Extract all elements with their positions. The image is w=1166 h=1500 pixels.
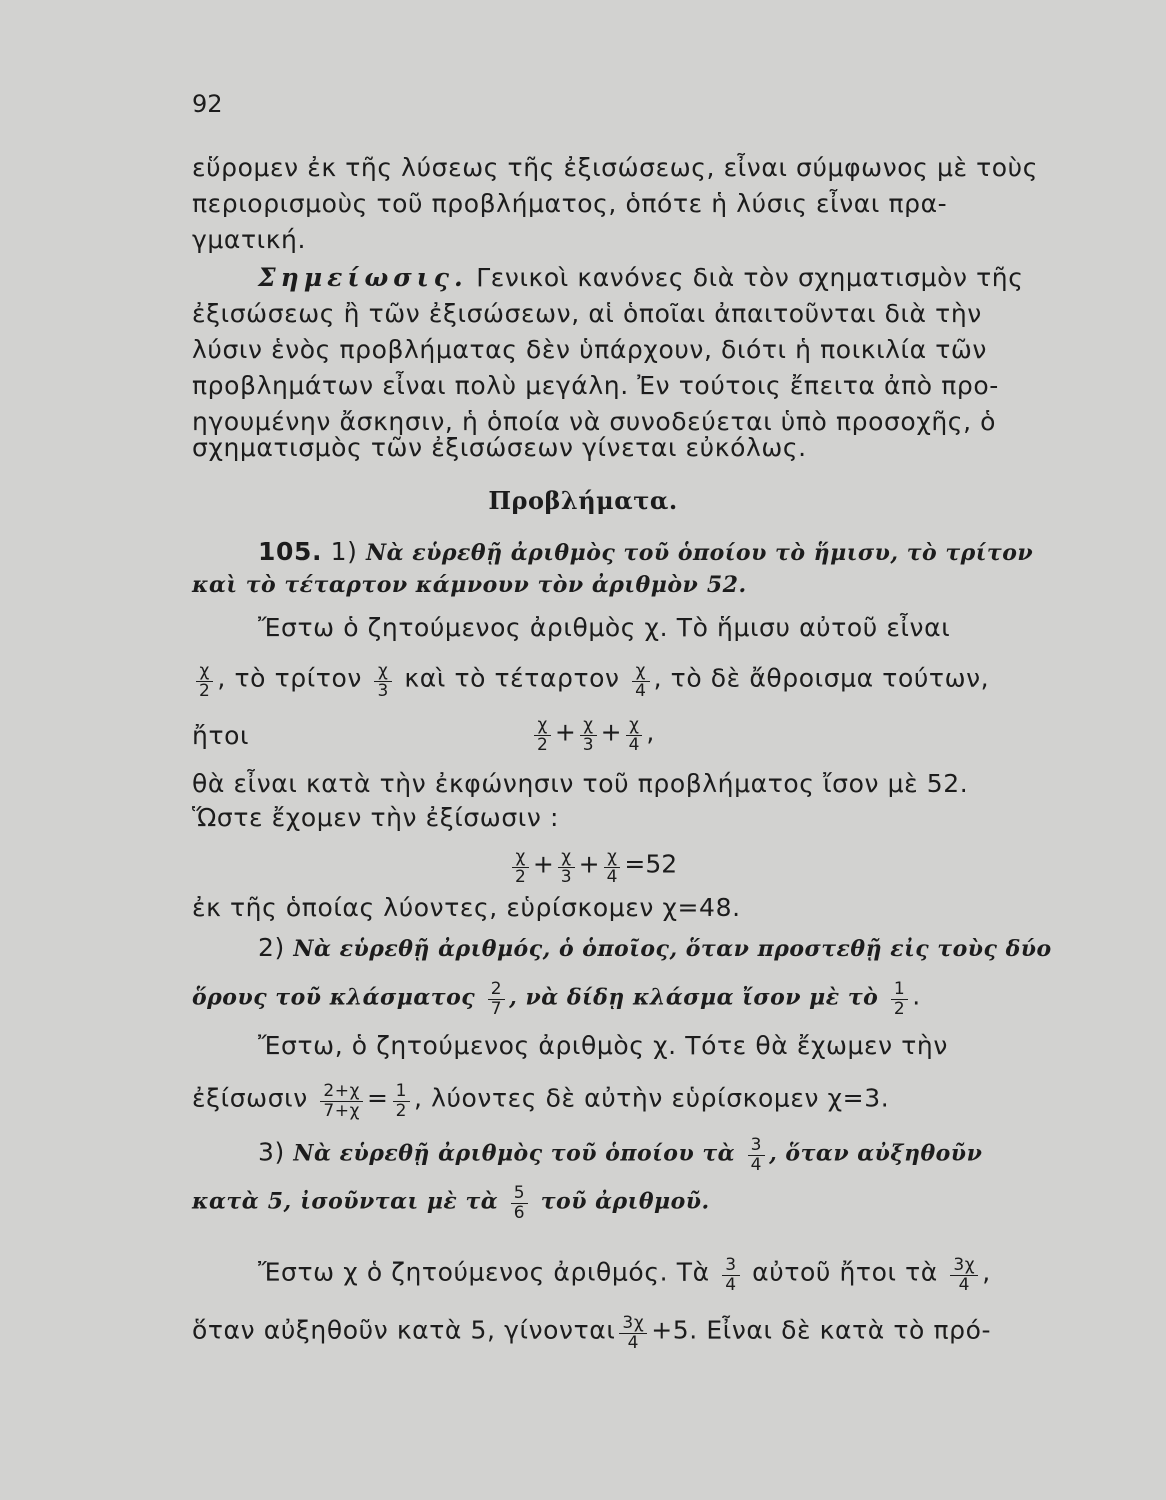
remarks-line-3: λύσιν ἑνὸς προβλήματας δὲν ὑπάρχουν, διότι ἡ ποικιλία τῶν — [192, 335, 987, 364]
solution-3-line-1: Ἔστω χ ὁ ζητούμενος ἀριθμός. Τὰ $\frac{3}{4}$ αὐτοῦ ἤτοι τὰ $\frac{3\chi}{4}$ , — [258, 1255, 991, 1295]
problem-1-statement-line-2: καὶ τὸ τέταρτον κάμνουν τὸν ἀριθμὸν 52. — [192, 572, 747, 598]
remarks-line-2: ἐξισώσεως ἢ τῶν ἐξισώσεων, αἱ ὁποῖαι ἀπαιτοῦνται διὰ τὴν — [192, 299, 982, 328]
fraction: $\frac{\chi}{3}$ — [374, 662, 391, 701]
solution-1-line-4: θὰ εἶναι κατὰ τὴν ἐκφώνησιν τοῦ προβλήματος ἴσον μὲ 52. — [192, 769, 969, 798]
solution-1-line-7: ἐκ τῆς ὁποίας λύοντες, εὑρίσκομεν χ=48. — [192, 893, 741, 922]
remarks-line-4: προβλημάτων εἶναι πολὺ μεγάλη. Ἐν τούτοις ἔπειτα ἀπὸ προ- — [192, 371, 999, 400]
solution-3-line-2: ὅταν αὐξηθοῦν κατὰ 5, γίνονται $\frac{3\chi}{4}$ +5. Εἶναι δὲ κατὰ τὸ πρό- — [192, 1313, 992, 1353]
problem-2-statement-line-2: ὅρους τοῦ κλάσματος $\frac{2}{7}$ , νὰ δίδῃ κλάσμα ἴσον μὲ τὸ $\frac{1}{2}$ . — [192, 979, 921, 1019]
problem-3-statement-line-2: κατὰ 5, ἰσοῦνται μὲ τὰ $\frac{5}{6}$ τοῦ ἀριθμοῦ. — [192, 1183, 710, 1223]
remarks-line-6: σχηματισμὸς τῶν ἐξισώσεων γίνεται εὐκόλως. — [192, 433, 807, 462]
intro-line-2: περιορισμοὺς τοῦ προβλήματος, ὁπότε ἡ λύσις εἶναι πρα- — [192, 189, 948, 218]
page-number: 92 — [192, 90, 223, 118]
equation-1: $\frac{\chi}{2}$ + $\frac{\chi}{3}$ + $\frac{\chi}{4}$ =52 — [508, 846, 677, 885]
fraction: $\frac{\chi}{4}$ — [632, 662, 649, 701]
solution-1-line-5: Ὥστε ἔχομεν τὴν ἐξίσωσιν : — [192, 803, 559, 832]
solution-1-line-2: $\frac{\chi}{2}$ , τὸ τρίτον $\frac{\chi}{3}$ καὶ τὸ τέταρτον $\frac{\chi}{4}$ , τὸ δὲ ἄθροισμα τούτων, — [192, 660, 1158, 699]
problem-2-statement-line-1: 2) Νὰ εὑρεθῇ ἀριθμός, ὁ ὁποῖος, ὅταν προστεθῇ εἰς τοὺς δύο — [258, 933, 1052, 962]
solution-2-line-1: Ἔστω, ὁ ζητούμενος ἀριθμὸς χ. Τότε θὰ ἔχωμεν τὴν — [258, 1031, 948, 1060]
remarks-label: Σημείωσις. — [258, 263, 468, 292]
problem-number: 105. — [258, 537, 323, 566]
problem-1-statement-line-1: 105. 1) Νὰ εὑρεθῇ ἀριθμὸς τοῦ ὁποίου τὸ ἥμισυ, τὸ τρίτον — [258, 537, 1034, 566]
intro-line-1: εὕρομεν ἐκ τῆς λύσεως τῆς ἐξισώσεως, εἶναι σύμφωνος μὲ τοὺς — [192, 153, 1039, 182]
solution-1-line-1: Ἔστω ὁ ζητούμενος ἀριθμὸς χ. Τὸ ἥμισυ αὐτοῦ εἶναι — [258, 613, 951, 642]
problem-3-statement-line-1: 3) Νὰ εὑρεθῇ ἀριθμὸς τοῦ ὁποίου τὰ $\frac{3}{4}$ , ὅταν αὐξηθοῦν — [258, 1135, 983, 1175]
section-heading: Προβλήματα. — [488, 486, 678, 515]
htoi-label: ἤτοι — [192, 721, 250, 750]
remarks-line-1: Σημείωσις. Γενικοὶ κανόνες διὰ τὸν σχηματισμὸν τῆς — [258, 263, 1024, 292]
remarks-line-5: ηγουμένην ἄσκησιν, ἡ ὁποία νὰ συνοδεύεται ὑπὸ προσοχῆς, ὁ — [192, 407, 997, 436]
intro-line-3: γματική. — [192, 225, 307, 254]
fraction: $\frac{\chi}{2}$ — [196, 662, 213, 701]
sum-expression: $\frac{\chi}{2}$ + $\frac{\chi}{3}$ + $\frac{\chi}{4}$ , — [530, 714, 654, 753]
solution-2-line-2: ἐξίσωσιν $\frac{2+\chi}{7+\chi}$ = $\frac{1}{2}$ , λύοντες δὲ αὐτὴν εὑρίσκομεν χ=3. — [192, 1081, 890, 1121]
